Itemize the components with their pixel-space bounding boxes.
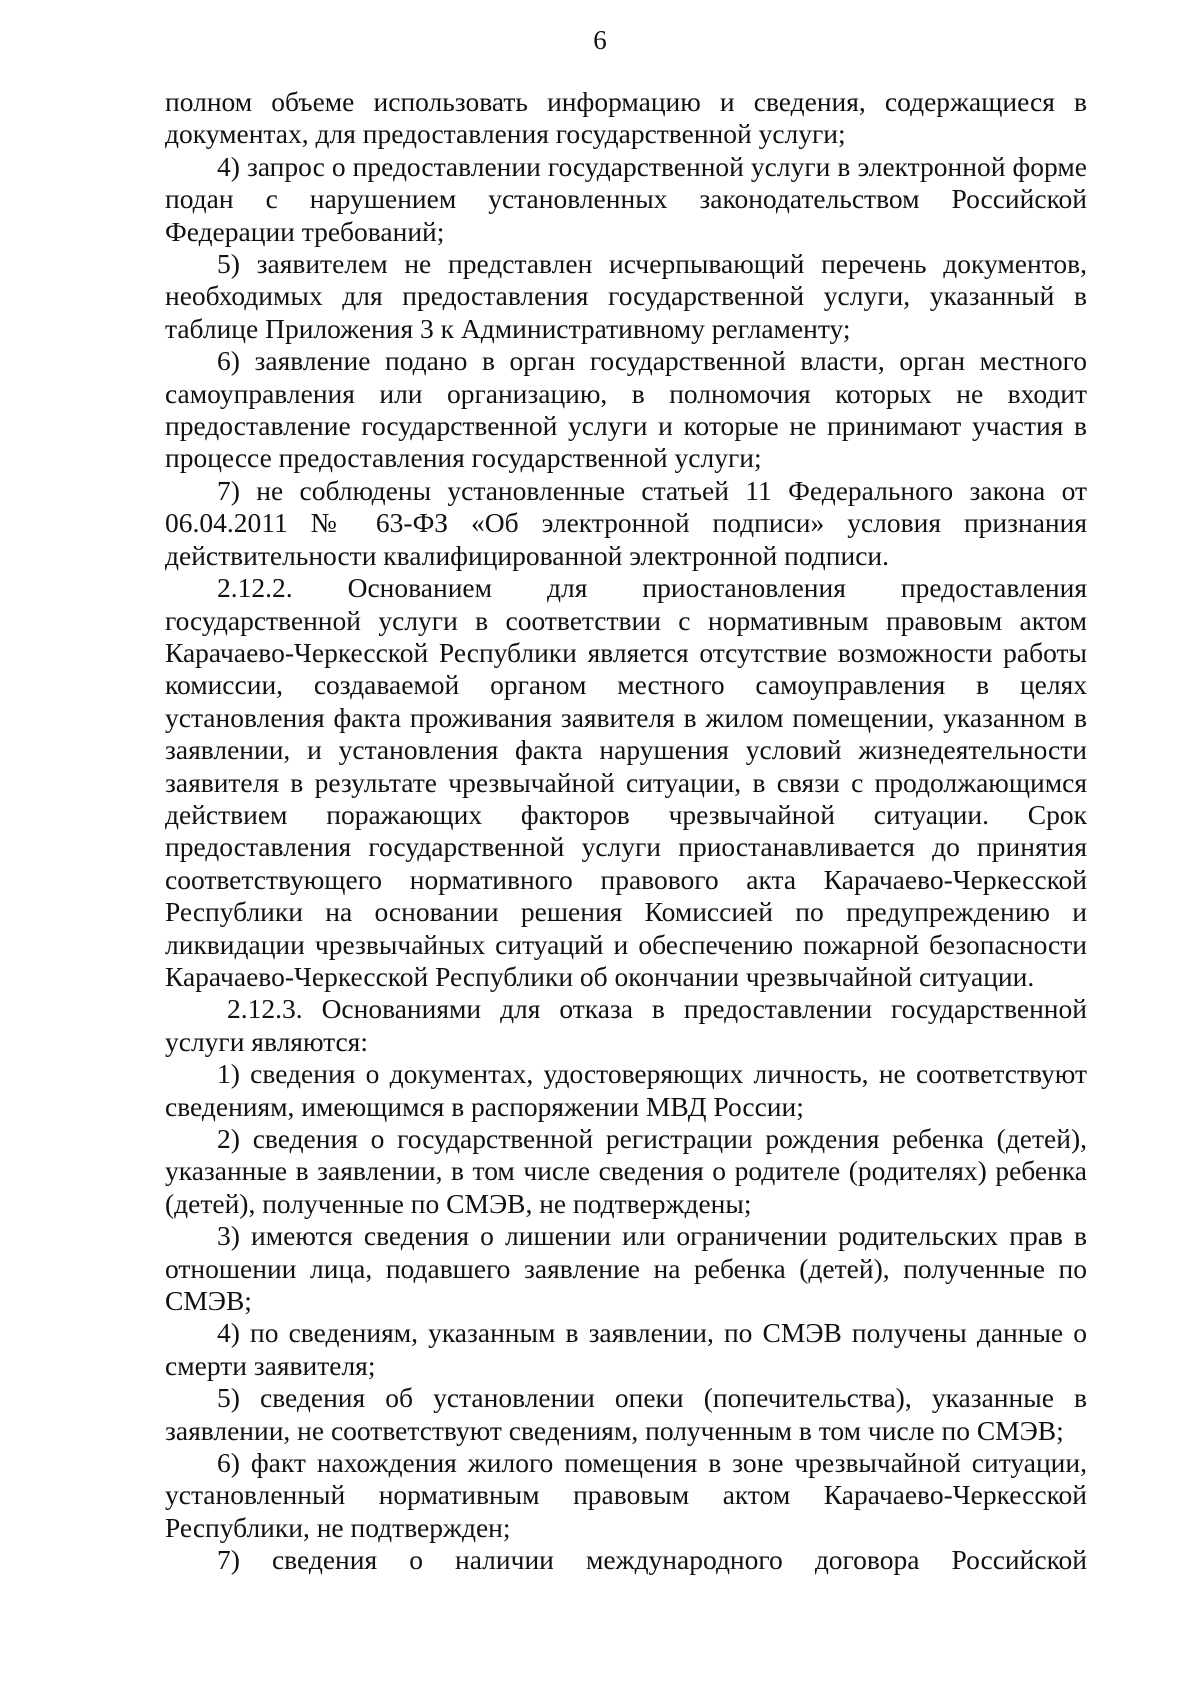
paragraph-item-5: 5) заявителем не представлен исчерпывающий перечень документов, необходимых для предоставления государственной услуги, указанный в таблице Приложения 3 к Административному регламенту;	[165, 248, 1087, 344]
refusal-item-7: 7) сведения о наличии международного договора Российской	[217, 1544, 1087, 1576]
paragraph-item-6: 6) заявление подано в орган государственной власти, орган местного самоуправления или организацию, в полномочия которых не входит предоставление государственной услуги и которые не принимают участия в процессе предоставления государственной услуги;	[165, 345, 1087, 474]
refusal-item-1: 1) сведения о документах, удостоверяющих личность, не соответствуют сведениям, имеющимся в распоряжении МВД России;	[165, 1058, 1087, 1122]
paragraph-continuation: полном объеме использовать информацию и сведения, содержащиеся в документах, для предоставления государственной услуги;	[165, 86, 1087, 150]
document-body	[165, 86, 1087, 1577]
paragraph-item-7: 7) не соблюдены установленные статьей 11 Федерального закона от 06.04.2011 № 63-ФЗ «Об электронной подписи» условия признания действительности квалифицированной электронной подписи.	[165, 474, 1087, 571]
refusal-item-6: 6) факт нахождения жилого помещения в зоне чрезвычайной ситуации, установленный нормативным правовым актом Карачаево-Черкесской Республики, не подтвержден;	[165, 1447, 1087, 1543]
refusal-item-5: 5) сведения об установлении опеки (попечительства), указанные в заявлении, не соответствуют сведениям, полученным в том числе по СМЭВ;	[165, 1382, 1087, 1446]
refusal-item-3: 3) имеются сведения о лишении или ограничении родительских прав в отношении лица, подавшего заявление на ребенка (детей), полученные по СМЭВ;	[165, 1220, 1087, 1317]
paragraph-2-12-2: 2.12.2. Основанием для приостановления предоставления государственной услуги в соответствии с нормативным правовым актом Карачаево-Черкесской Республики является отсутствие возможности работы комиссии, создаваемой органом местного самоуправления в целях установления факта проживания заявителя в жилом помещении, указанном в заявлении, и установления факта нарушения условий жизнедеятельности заявителя в результате чрезвычайной ситуации, в связи с продолжающимся действием поражающих факторов чрезвычайной ситуации. Срок предоставления государственной услуги приостанавливается до принятия соответствующего нормативного правового акта Карачаево-Черкесской Республики на основании решения Комиссией по предупреждению и ликвидации чрезвычайных ситуаций и обеспечению пожарной безопасности Карачаево-Черкесской Республики об окончании чрезвычайной ситуации.	[165, 572, 1087, 992]
refusal-item-2: 2) сведения о государственной регистрации рождения ребенка (детей), указанные в заявлении, в том числе сведения о родителе (родителях) ребенка (детей), полученные по СМЭВ, не подтверждены;	[165, 1123, 1087, 1219]
paragraph-2-12-3: 2.12.3. Основаниями для отказа в предоставлении государственной услуги являются:	[165, 993, 1087, 1057]
page-number: 6	[593, 25, 607, 55]
refusal-item-4: 4) по сведениям, указанным в заявлении, по СМЭВ получены данные о смерти заявителя;	[165, 1317, 1087, 1381]
paragraph-item-4: 4) запрос о предоставлении государственной услуги в электронной форме подан с нарушением установленных законодательством Российской Федерации требований;	[165, 150, 1087, 247]
